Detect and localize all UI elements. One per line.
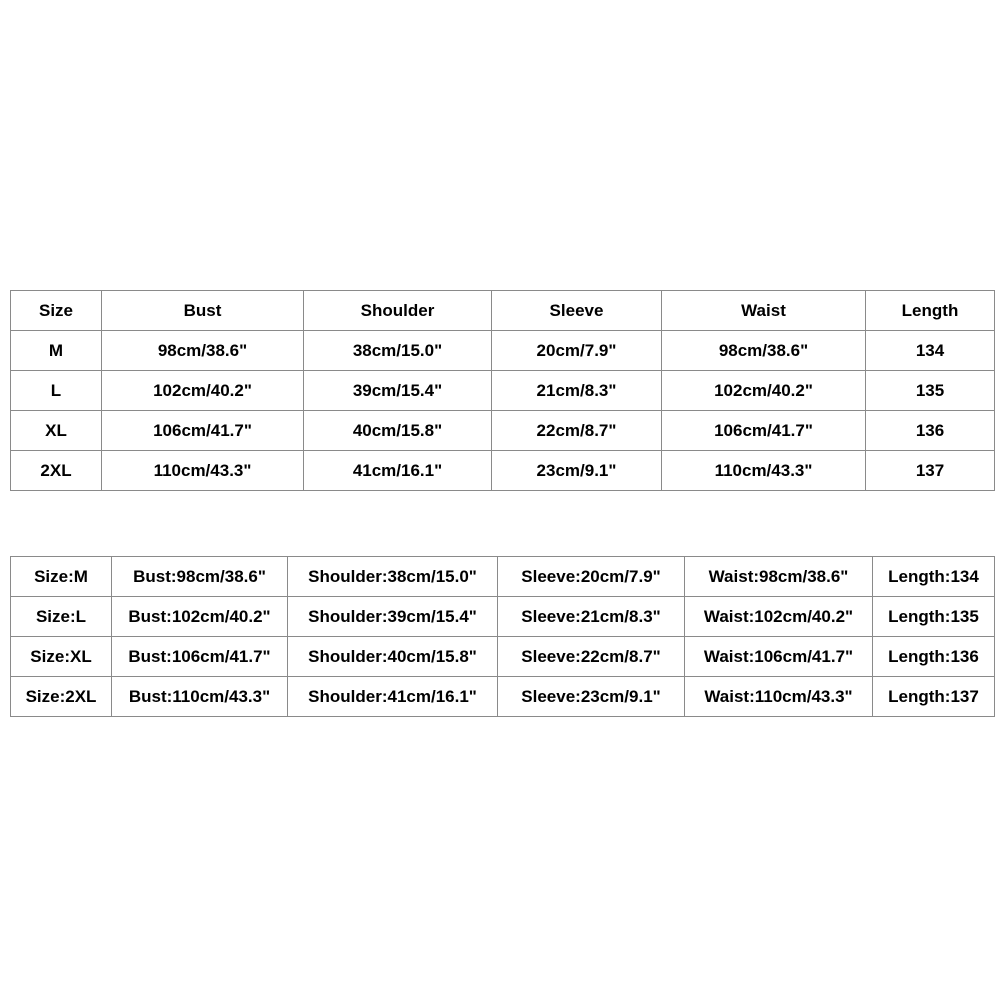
cell-bust: Bust:110cm/43.3" bbox=[112, 677, 288, 717]
table-row bbox=[11, 411, 995, 451]
size-chart-table-labeled bbox=[10, 556, 995, 717]
cell-size: Size:L bbox=[11, 597, 112, 637]
cell-shoulder: Shoulder:38cm/15.0" bbox=[288, 557, 498, 597]
cell-sleeve: Sleeve:20cm/7.9" bbox=[498, 557, 685, 597]
cell-sleeve: 20cm/7.9" bbox=[492, 331, 662, 371]
cell-size: 2XL bbox=[11, 451, 102, 491]
cell-length: Length:134 bbox=[873, 557, 995, 597]
header-waist: Waist bbox=[662, 291, 866, 331]
table-row bbox=[11, 451, 995, 491]
table-row bbox=[11, 597, 995, 637]
header-length: Length bbox=[866, 291, 995, 331]
table-row bbox=[11, 331, 995, 371]
cell-size: L bbox=[11, 371, 102, 411]
cell-length: 137 bbox=[866, 451, 995, 491]
table-row bbox=[11, 371, 995, 411]
cell-waist: Waist:110cm/43.3" bbox=[685, 677, 873, 717]
cell-shoulder: 39cm/15.4" bbox=[304, 371, 492, 411]
cell-shoulder: Shoulder:39cm/15.4" bbox=[288, 597, 498, 637]
cell-length: Length:135 bbox=[873, 597, 995, 637]
cell-sleeve: 23cm/9.1" bbox=[492, 451, 662, 491]
cell-length: 134 bbox=[866, 331, 995, 371]
cell-sleeve: 22cm/8.7" bbox=[492, 411, 662, 451]
cell-length: 136 bbox=[866, 411, 995, 451]
cell-bust: Bust:106cm/41.7" bbox=[112, 637, 288, 677]
table-row bbox=[11, 557, 995, 597]
cell-bust: Bust:98cm/38.6" bbox=[112, 557, 288, 597]
cell-waist: 106cm/41.7" bbox=[662, 411, 866, 451]
cell-waist: Waist:102cm/40.2" bbox=[685, 597, 873, 637]
cell-size: Size:2XL bbox=[11, 677, 112, 717]
header-size: Size bbox=[11, 291, 102, 331]
cell-sleeve: Sleeve:23cm/9.1" bbox=[498, 677, 685, 717]
cell-length: Length:136 bbox=[873, 637, 995, 677]
cell-sleeve: Sleeve:21cm/8.3" bbox=[498, 597, 685, 637]
cell-waist: 102cm/40.2" bbox=[662, 371, 866, 411]
cell-shoulder: Shoulder:40cm/15.8" bbox=[288, 637, 498, 677]
cell-waist: Waist:98cm/38.6" bbox=[685, 557, 873, 597]
cell-size: Size:XL bbox=[11, 637, 112, 677]
table-row bbox=[11, 677, 995, 717]
cell-shoulder: 40cm/15.8" bbox=[304, 411, 492, 451]
cell-size: XL bbox=[11, 411, 102, 451]
header-bust: Bust bbox=[102, 291, 304, 331]
cell-bust: 110cm/43.3" bbox=[102, 451, 304, 491]
cell-bust: 98cm/38.6" bbox=[102, 331, 304, 371]
cell-size: Size:M bbox=[11, 557, 112, 597]
table-row bbox=[11, 637, 995, 677]
cell-waist: 110cm/43.3" bbox=[662, 451, 866, 491]
cell-sleeve: 21cm/8.3" bbox=[492, 371, 662, 411]
header-sleeve: Sleeve bbox=[492, 291, 662, 331]
table-header-row bbox=[11, 291, 995, 331]
cell-shoulder: 38cm/15.0" bbox=[304, 331, 492, 371]
cell-sleeve: Sleeve:22cm/8.7" bbox=[498, 637, 685, 677]
cell-bust: Bust:102cm/40.2" bbox=[112, 597, 288, 637]
cell-length: Length:137 bbox=[873, 677, 995, 717]
cell-waist: 98cm/38.6" bbox=[662, 331, 866, 371]
cell-bust: 106cm/41.7" bbox=[102, 411, 304, 451]
cell-shoulder: 41cm/16.1" bbox=[304, 451, 492, 491]
cell-size: M bbox=[11, 331, 102, 371]
cell-waist: Waist:106cm/41.7" bbox=[685, 637, 873, 677]
size-chart-table-detailed bbox=[10, 290, 995, 491]
header-shoulder: Shoulder bbox=[304, 291, 492, 331]
cell-shoulder: Shoulder:41cm/16.1" bbox=[288, 677, 498, 717]
cell-bust: 102cm/40.2" bbox=[102, 371, 304, 411]
cell-length: 135 bbox=[866, 371, 995, 411]
